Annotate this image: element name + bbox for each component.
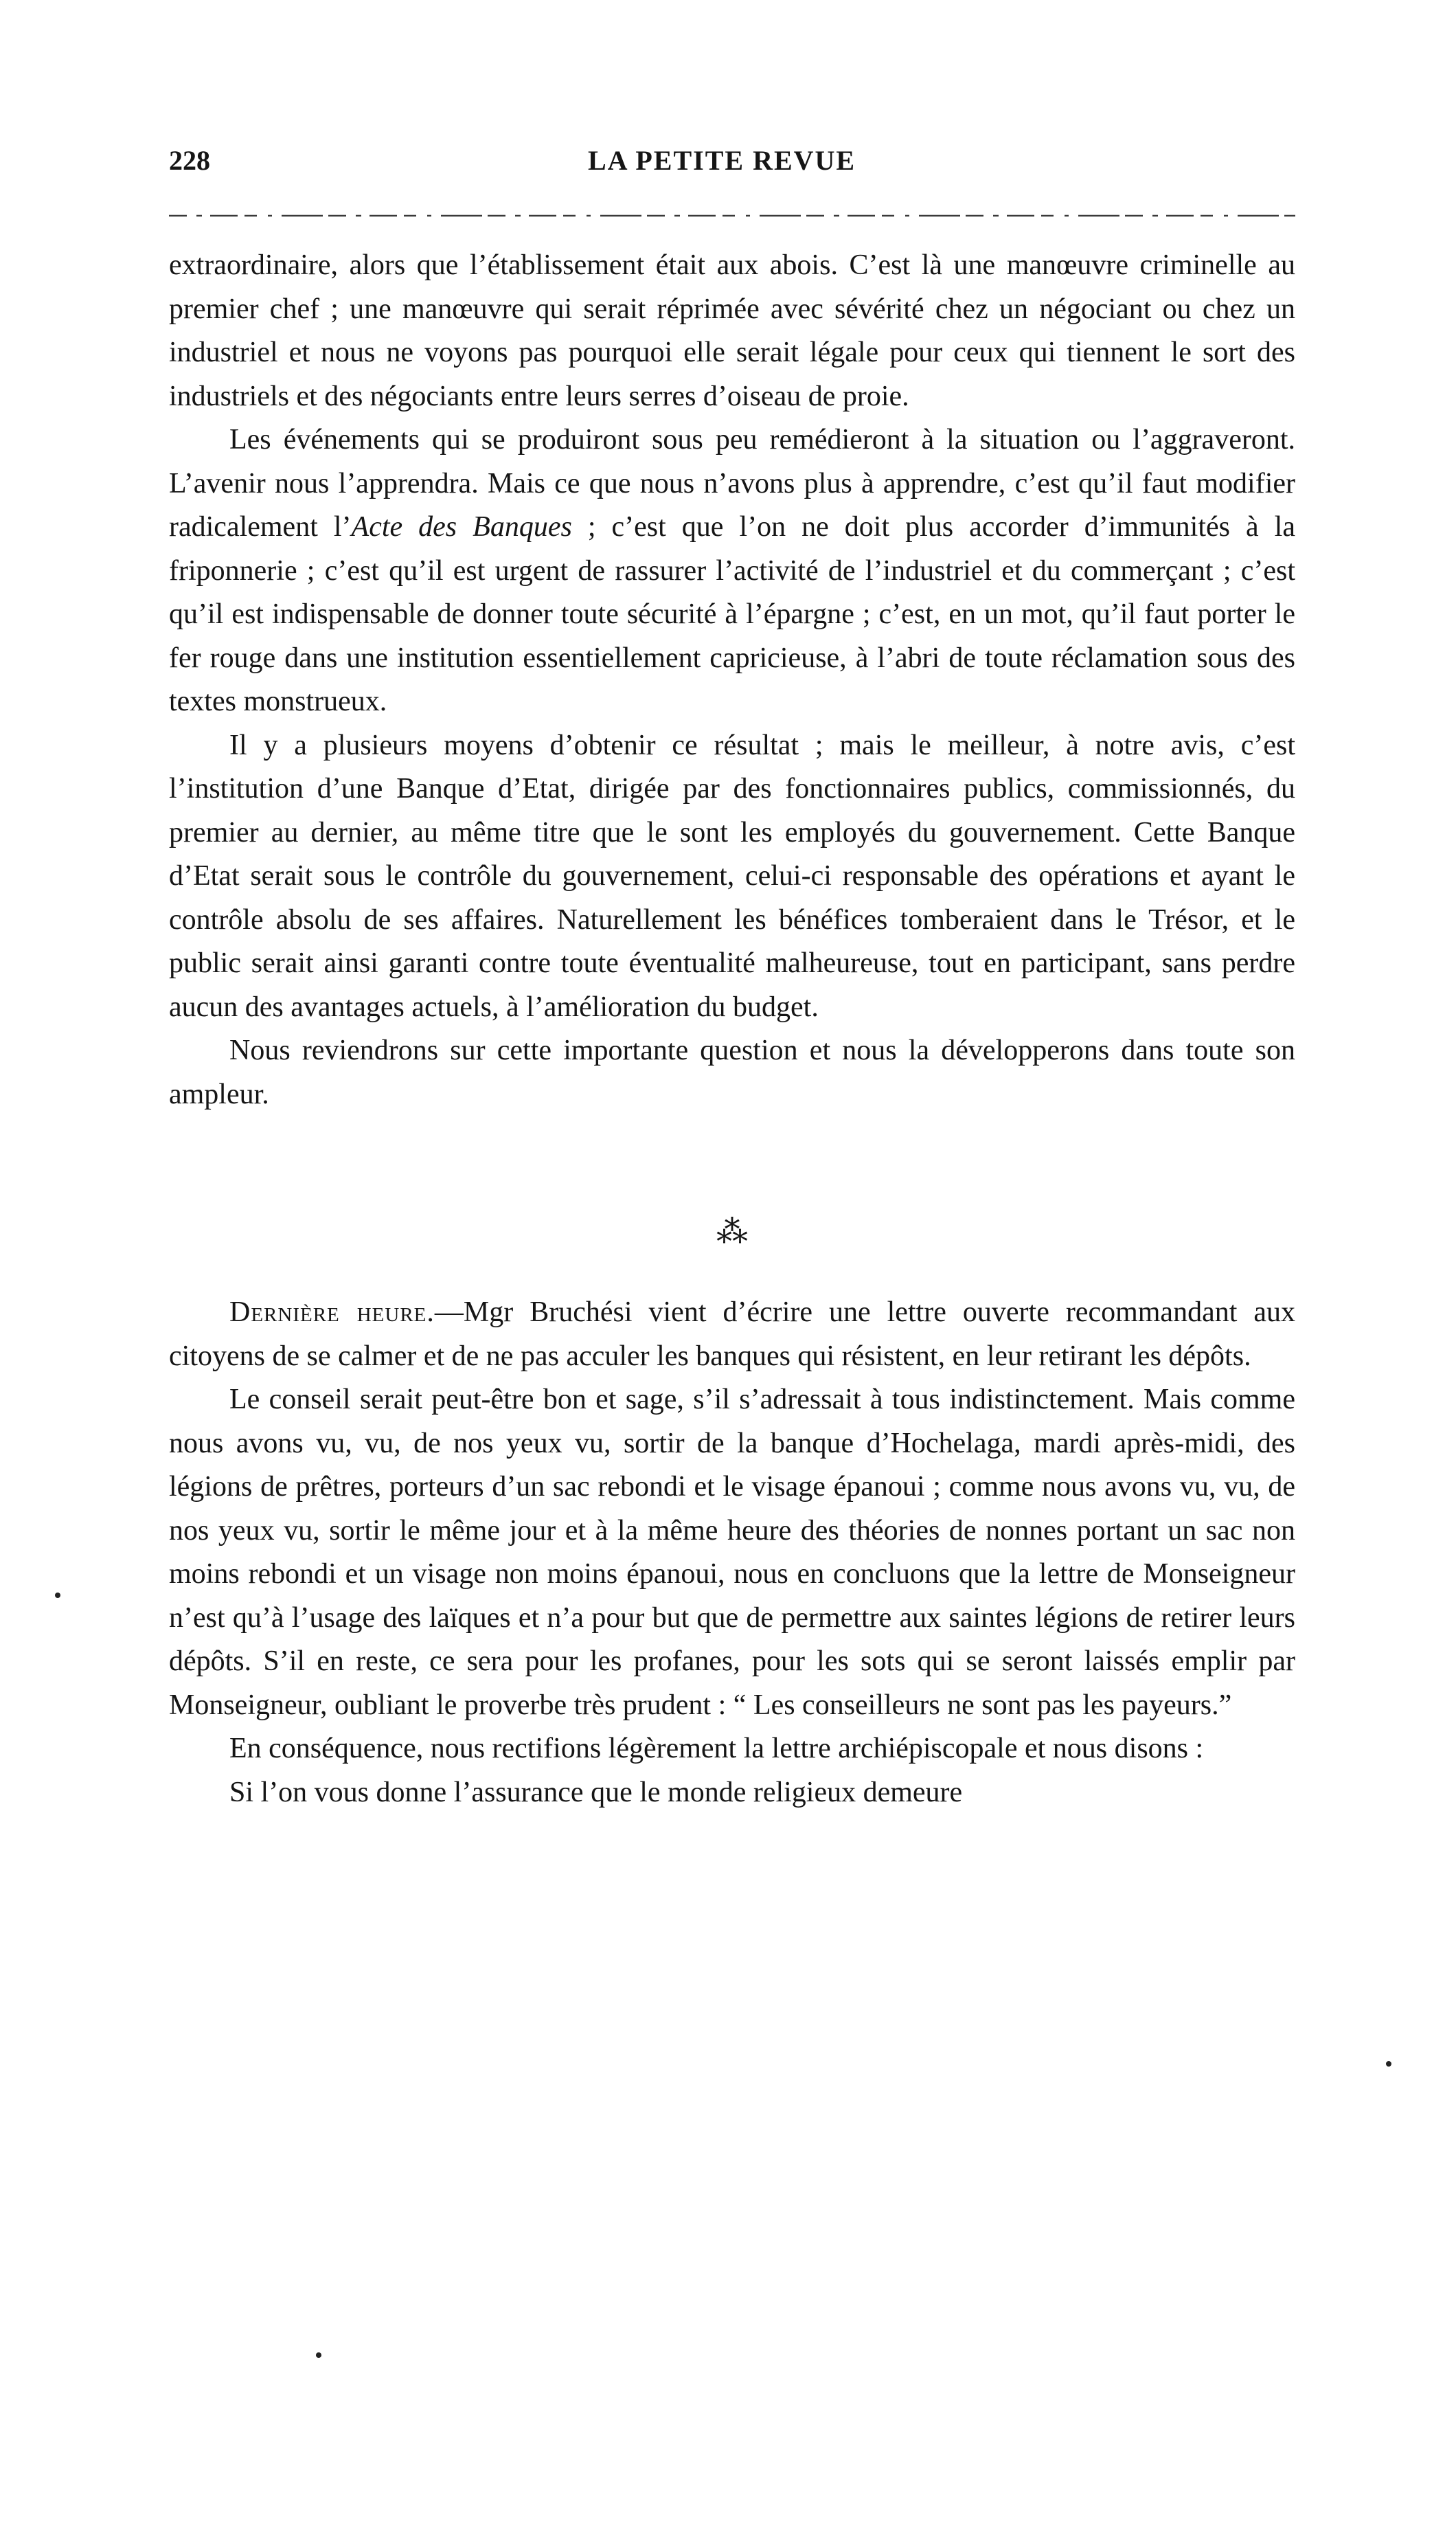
page-number: 228 bbox=[169, 145, 210, 176]
paragraph-text: —Mgr Bruchési vient d’écrire une lettre ouverte recommandant aux citoyens de se calmer et de ne pas acculer les banques qui résistent, en leur retirant les dépôts. bbox=[169, 1296, 1295, 1372]
paragraph: Il y a plusieurs moyens d’obtenir ce résultat ; mais le meilleur, à notre avis, c’est l’institution d’une Banque d’Etat, dirigée par des fonctionnaires publics, commissionnés, du premier au dernier, au même titre que le sont les employés du gouvernement. Cette Banque d’Etat serait sous le contrôle du gouvernement, celui-ci responsable des opérations et ayant le contrôle absolu de ses affaires. Naturellement les bénéfices tomberaient dans le Trésor, et le public serait ainsi garanti contre toute éventualité malheureuse, tout en participant, sans perdre aucun des avantages actuels, à l’amélioration du budget. bbox=[169, 729, 1295, 1023]
section-heading: Dernière heure. bbox=[229, 1296, 435, 1328]
paragraph: Si l’on vous donne l’assurance que le monde religieux demeure bbox=[229, 1776, 963, 1808]
act-title-italic: Acte des Banques bbox=[351, 511, 572, 543]
paragraph: Le conseil serait peut-être bon et sage, s’il s’adressait à tous indistinctement. Mais comme nous avons vu, vu, de nos yeux vu, sortir de la banque d’Hochelaga, mardi après-midi, des légions de prêtres, porteurs d’un sac rebondi et le visage épanoui ; comme nous avons vu, vu, de nos yeux vu, sortir le même jour et à la même heure des théories de nonnes portant un sac non moins rebondi et un visage non moins épanoui, nous en concluons que la lettre de Monseigneur n’est qu’à l’usage des laïques et n’a pour but que de permettre aux saintes légions de retirer leurs dépôts. S’il en reste, ce sera pour les profanes, pour les sots qui se seront laissés emplir par Monseigneur, oubliant le proverbe très prudent : “ Les conseilleurs ne sont pas les payeurs.” bbox=[169, 1384, 1295, 1721]
scan-speck bbox=[55, 1593, 60, 1598]
paragraph: En conséquence, nous rectifions légèrement la lettre archiépiscopale et nous disons : bbox=[229, 1733, 1204, 1764]
paragraph-text: Les événements qui se produiront sous peu remédieront à la situation ou l’aggraveront. L’avenir nous l’apprendra. Mais ce que nous n’avons plus à apprendre, c’est qu’il faut modifier radicalement l’ bbox=[169, 424, 1295, 543]
paragraph bbox=[169, 418, 1295, 724]
paragraph-text: ; c’est que l’on ne doit plus accorder d’immunités à la friponnerie ; c’est qu’il est urgent de rassurer l’activité de l’industriel et du commerçant ; c’est qu’il est indispensable de donner toute sécurité à l’épargne ; c’est, en un mot, qu’il faut porter le fer rouge dans une institution essentiellement capricieuse, à l’abri de toute réclamation sous des textes monstrueux. bbox=[169, 511, 1295, 717]
running-head bbox=[169, 103, 1295, 176]
header-rule bbox=[169, 213, 1295, 218]
article-body bbox=[169, 244, 1295, 1814]
section-separator bbox=[169, 1116, 1295, 1291]
paragraph: Nous reviendrons sur cette importante question et nous la développerons dans toute son ampleur. bbox=[169, 1035, 1295, 1110]
asterism-glyph: ⁂ bbox=[716, 1214, 748, 1249]
paragraph bbox=[169, 1291, 1295, 1378]
scan-speck bbox=[1386, 2061, 1391, 2067]
journal-title: LA PETITE REVUE bbox=[588, 145, 856, 176]
scan-speck bbox=[316, 2352, 321, 2358]
book-page bbox=[169, 103, 1295, 2439]
paragraph: extraordinaire, alors que l’établissement était aux abois. C’est là une manœuvre criminelle au premier chef ; une manœuvre qui serait réprimée avec sévérité chez un négociant ou chez un industriel et nous ne voyons pas pourquoi elle serait légale pour ceux qui tiennent le sort des industriels et des négociants entre leurs serres d’oiseau de proie. bbox=[169, 249, 1295, 412]
